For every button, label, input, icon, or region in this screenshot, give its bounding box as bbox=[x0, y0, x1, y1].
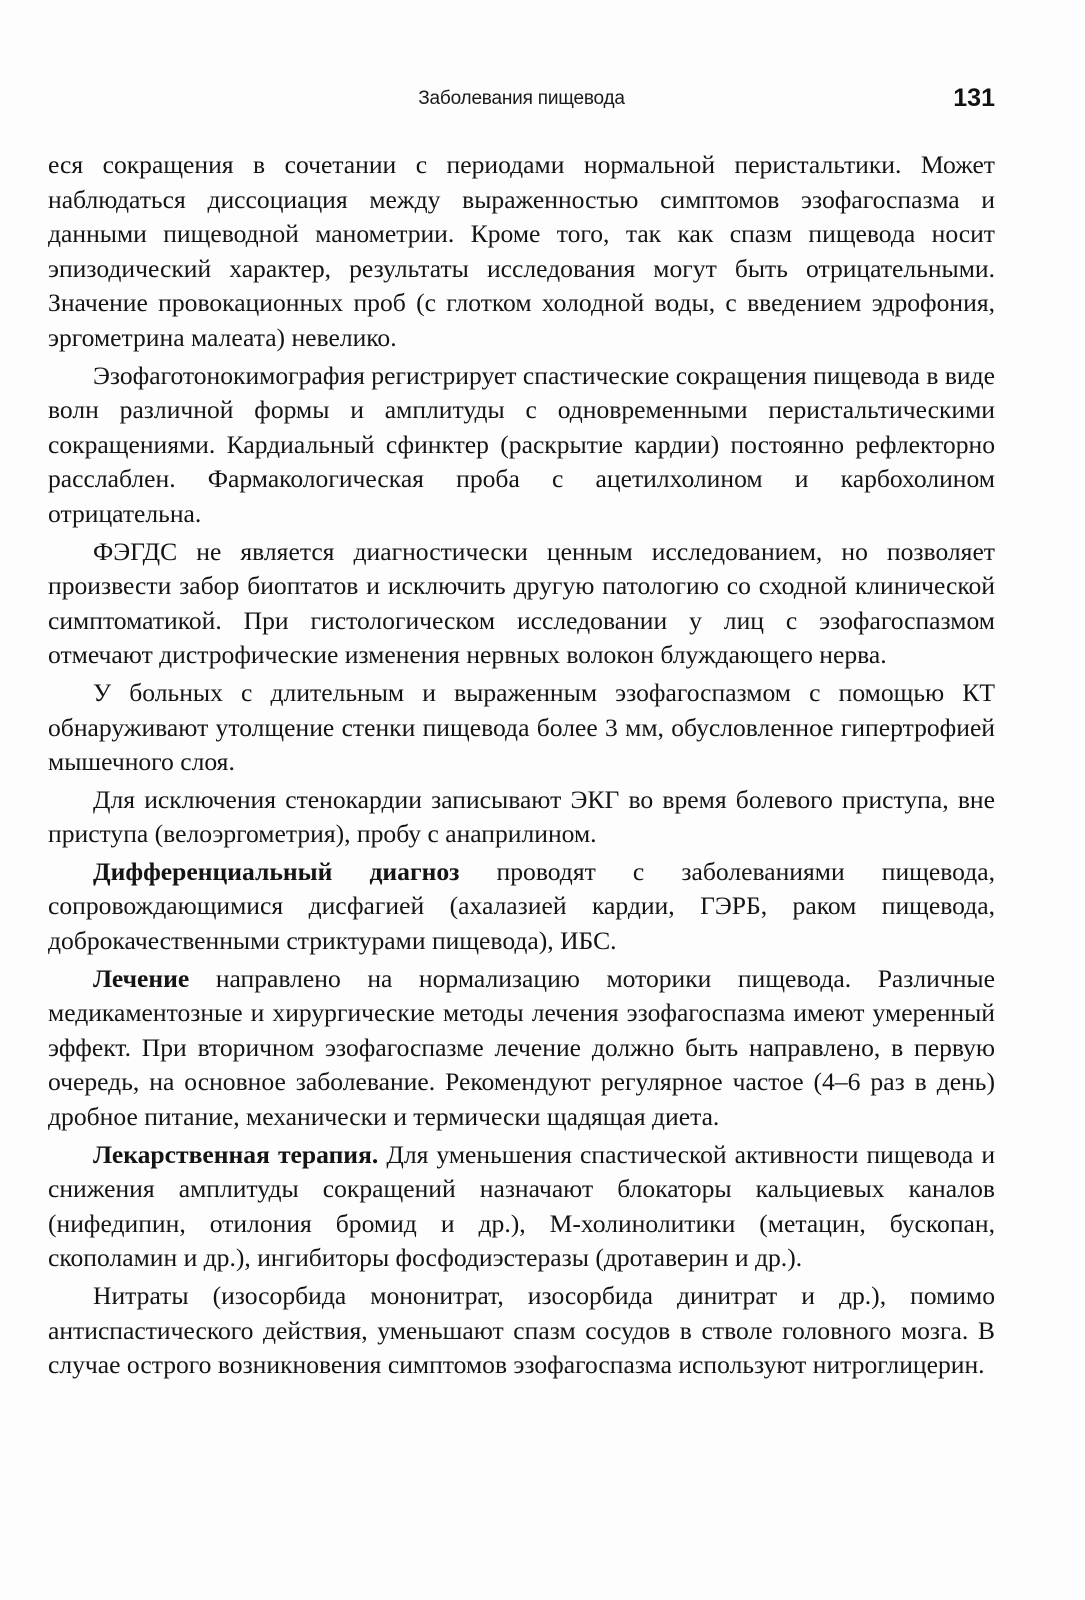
paragraph-text: Нитраты (изосорбида мононитрат, изосорбида динитрат и др.), помимо антиспастического действия, уменьшают спазм сосудов в стволе головного мозга. В случае острого возникновения симптомов эзофагоспазма используют нитроглицерин. bbox=[48, 1281, 995, 1380]
paragraph-text: У больных с длительным и выраженным эзофагоспазмом с помощью КТ обнаруживают утолщение стенки пищевода более 3 мм, обусловленное гипертрофией мышечного слоя. bbox=[48, 677, 995, 777]
paragraph bbox=[48, 359, 995, 532]
paragraph-text: еся сокращения в сочетании с периодами нормальной перистальтики. Может наблюдаться диссоциация между выраженностью симптомов эзофагоспазма и данными пищеводной манометрии. Кроме того, так как спазм пищевода носит эпизодический характер, результаты исследования могут быть отрицательными. Значение провокационных проб (с глотком холодной воды, с введением эдрофония, эргометрина малеата) невелико. bbox=[48, 150, 995, 352]
paragraph-text: ФЭГДС не является диагностически ценным исследованием, но позволяет произвести забор биоптатов и исключить другую патологию со сходной клинической симптоматикой. При гистологическом исследовании у лиц с эзофагоспазмом отмечают дистрофические изменения нервных волокон блуждающего нерва. bbox=[48, 536, 995, 670]
paragraph-text: Эзофаготонокимография регистрирует спастические сокращения пищевода в виде волн различной формы и амплитуды с одновременными перистальтическими сокращениями. Кардиальный сфинктер (раскрытие кардии) постоянно рефлекторно расслаблен. Фармакологическая проба с ацетилхолином и карбохолином отрицательна. bbox=[48, 360, 995, 528]
paragraph-text: направлено на нормализацию моторики пищевода. Различные медикаментозные и хирургические методы лечения эзофагоспазма имеют умеренный эффект. При вторичном эзофагоспазме лечение должно быть направлено, в первую очередь, на основное заболевание. Рекомендуют регулярное частое (4–6 раз в день) дробное питание, механически и термически щадящая диета. bbox=[48, 963, 995, 1132]
paragraph bbox=[48, 962, 995, 1135]
page-number: 131 bbox=[953, 84, 995, 112]
running-head bbox=[48, 84, 995, 120]
paragraph bbox=[48, 1138, 995, 1276]
paragraph-lead-term: Лекарственная терапия. bbox=[93, 1139, 379, 1169]
paragraph-text: Для уменьшения спастической активности пищевода и снижения амплитуды сокращений назначают блокаторы кальциевых каналов (нифедипин, отилония бромид и др.), М-холинолитики (метацин, бускопан, скополамин и др.), ингибиторы фосфодиэстеразы (дротаверин и др.). bbox=[48, 1139, 996, 1273]
paragraph bbox=[48, 783, 995, 852]
running-title: Заболевания пищевода bbox=[418, 88, 625, 109]
paragraph-lead-term: Дифференциальный диагноз bbox=[93, 856, 460, 886]
paragraph bbox=[48, 855, 995, 959]
paragraph-lead-term: Лечение bbox=[93, 963, 190, 993]
paragraph bbox=[48, 676, 995, 780]
paragraph-continued bbox=[48, 148, 995, 356]
paragraph bbox=[48, 1279, 995, 1383]
paragraph-text: проводят с заболеваниями пищевода, сопровождающимися дисфагией (ахалазией кардии, ГЭРБ, раком пищевода, доброкачественными стриктурами пищевода), ИБС. bbox=[48, 856, 995, 956]
paragraph-text: Для исключения стенокардии записывают ЭКГ во время болевого приступа, вне приступа (велоэргометрия), пробу с анаприлином. bbox=[48, 784, 995, 849]
paragraph bbox=[48, 535, 995, 673]
body-text bbox=[48, 148, 995, 1386]
